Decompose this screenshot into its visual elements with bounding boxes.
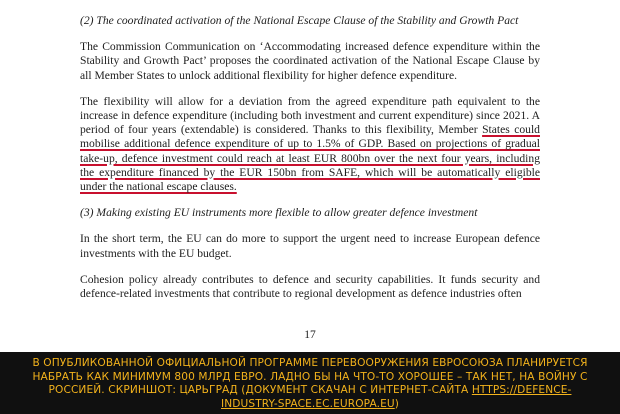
paragraph-flexibility-text: The flexibility will allow for a deviation from the agreed expenditure path equivalent to the increase in defence expenditure (including both investment and current expenditure) since 2021. A period of four years (extendable) is considered. Thanks to this flexibility, Member: [80, 94, 540, 137]
section-heading-eu-instruments: (3) Making existing EU instruments more flexible to allow greater defence investment: [80, 206, 478, 220]
document-text-column: [80, 6, 540, 313]
paragraph-cohesion-policy: Cohesion policy already contributes to defence and security capabilities. It funds security and defence-related investments that contribute to regional development as defence industries often: [80, 272, 540, 301]
paragraph-short-term: In the short term, the EU can do more to support the urgent need to increase European defence investments with the EU budget.: [80, 232, 540, 260]
source-link[interactable]: HTTPS://DEFENCE-INDUSTRY-SPACE.EC.EUROPA.EU: [221, 384, 572, 410]
page-number: 17: [304, 328, 316, 341]
paragraph-flexibility: [80, 95, 540, 194]
section-heading-escape-clause: (2) The coordinated activation of the National Escape Clause of the Stability and Growth Pact: [80, 14, 519, 27]
paragraph-commission-communication: The Commission Communication on ‘Accommodating increased defence expenditure within the Stability and Growth Pact’ proposes the coordinated activation of the National Escape Clause by all Member States to unlock additional flexibility for higher defence expenditure.: [80, 40, 540, 82]
underlined-highlight-800bn: States could mobilise additional defence expenditure of up to 1.5% of GDP. Based on projections of gradual take-up, defence investment could reach at least EUR 800bn over the next four years, including the expenditure financed by the EUR 150bn from SAFE, which will be automatically eligible under the national escape clauses.: [80, 123, 540, 194]
caption-text: [22, 357, 598, 411]
caption-suffix: ): [394, 397, 399, 410]
caption-body: В ОПУБЛИКОВАННОЙ ОФИЦИАЛЬНОЙ ПРОГРАММЕ ПЕРЕВООРУЖЕНИЯ ЕВРОСОЮЗА ПЛАНИРУЕТСЯ НАБРАТЬ КАК МИНИМУМ 800 МЛРД ЕВРО. ЛАДНО БЫ НА ЧТО-ТО ХОРОШЕЕ – ТАК НЕТ, НА ВОЙНУ С РОССИЕЙ. СКРИНШОТ: ЦАРЬГРАД (ДОКУМЕНТ СКАЧАН С ИНТЕРНЕТ-САЙТА: [32, 357, 588, 397]
caption-bar: [0, 352, 620, 414]
